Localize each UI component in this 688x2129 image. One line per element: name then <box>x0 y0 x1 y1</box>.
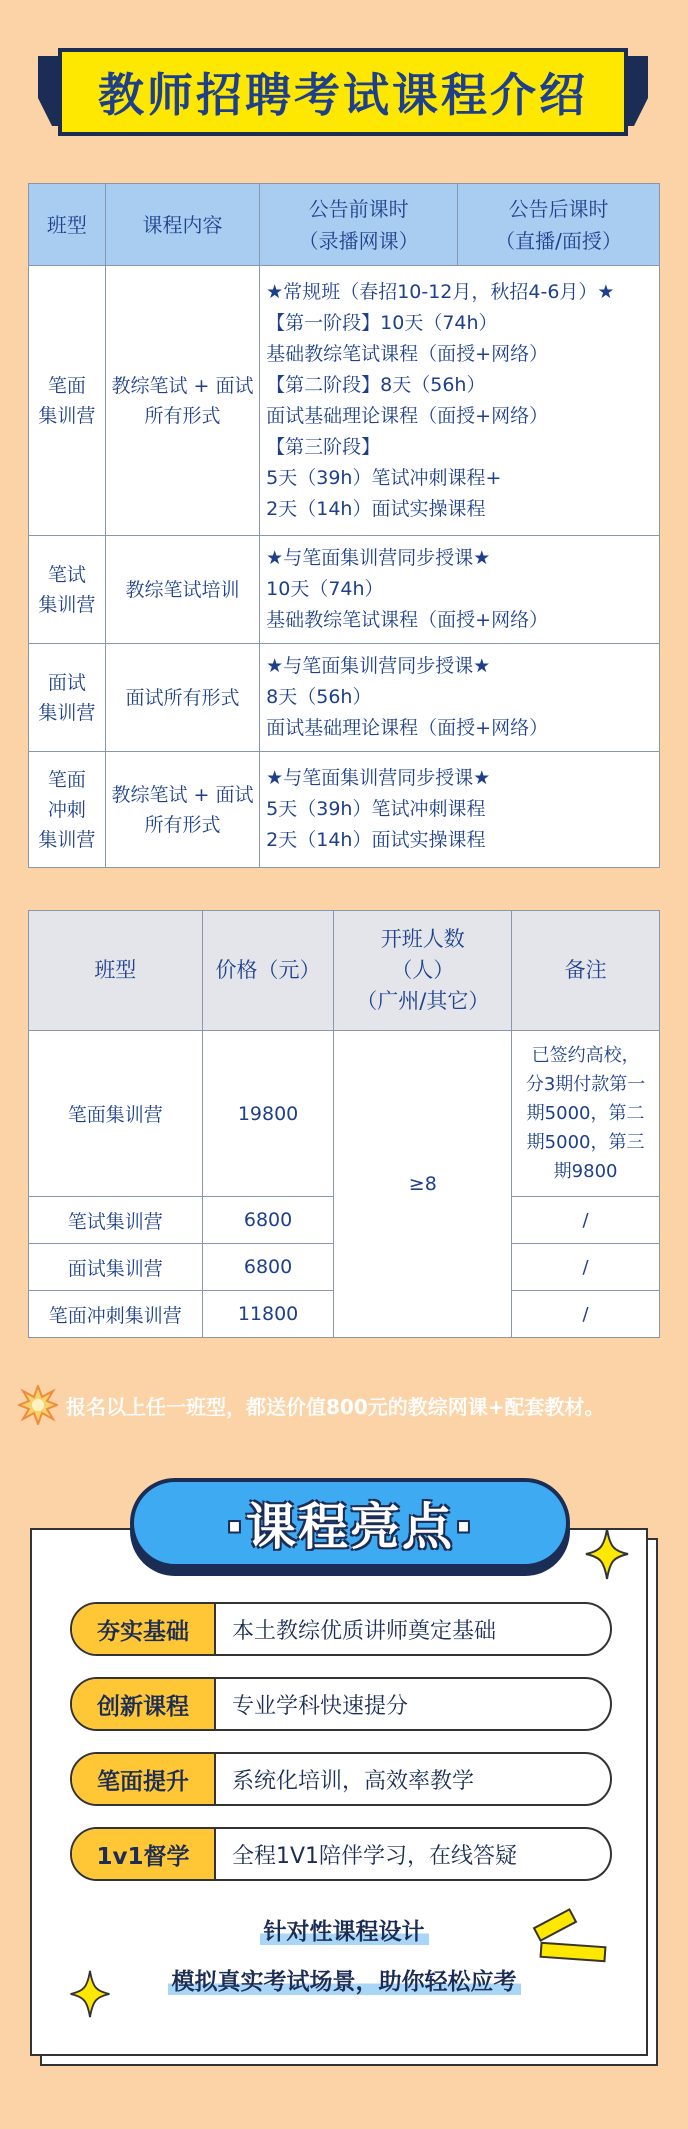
note-cell: 已签约高校， 分3期付款第一 期5000，第二 期5000，第三 期9800 <box>512 1031 660 1197</box>
schedule-line: 【第三阶段】 <box>266 435 381 458</box>
schedule-line: 【第一阶段】10天（74h） <box>266 311 498 334</box>
highlight-desc: 全程1V1陪伴学习，在线答疑 <box>232 1843 518 1869</box>
highlight-item <box>70 1752 612 1806</box>
sparkle-star-icon <box>584 1527 630 1581</box>
table-row <box>29 644 660 752</box>
highlight-tag: 创新课程 <box>72 1679 216 1729</box>
class-cell: 笔面冲刺集训营 <box>29 1291 203 1338</box>
schedule-line: ★与笔面集训营同步授课★ <box>266 547 491 569</box>
highlight-item <box>70 1827 612 1881</box>
header-price: 价格（元） <box>202 911 334 1031</box>
header-class: 班型 <box>29 911 203 1031</box>
highlight-desc: 系统化培训，高效率教学 <box>232 1768 475 1794</box>
schedule-cell <box>260 644 660 752</box>
highlight-item <box>70 1677 612 1731</box>
highlight-tag: 夯实基础 <box>72 1604 216 1654</box>
class-cell: 笔面 集训营 <box>29 266 106 536</box>
header-before: 公告前课时 （录播网课） <box>260 184 458 266</box>
price-table <box>28 910 660 1338</box>
note-cell: / <box>512 1244 660 1291</box>
highlights-title-text: ·课程亮点· <box>225 1498 475 1556</box>
page-title: 教师招聘考试课程介绍 <box>98 68 588 122</box>
subtitle-1: 针对性课程设计 <box>0 1913 688 1946</box>
header-note: 备注 <box>512 911 660 1031</box>
course-schedule-table <box>28 183 660 868</box>
table-row <box>29 536 660 644</box>
header-content: 课程内容 <box>105 184 259 266</box>
schedule-line: 2天（14h）面试实操课程 <box>266 829 486 851</box>
header-group-size: 开班人数 （人） （广州/其它） <box>334 911 512 1031</box>
price-cell: 11800 <box>202 1291 334 1338</box>
price-cell: 6800 <box>202 1244 334 1291</box>
class-cell: 笔面集训营 <box>29 1031 203 1197</box>
schedule-line: 5天（39h）笔试冲刺课程 <box>266 798 486 820</box>
highlight-desc: 本土教综优质讲师奠定基础 <box>232 1618 497 1644</box>
schedule-line: 面试基础理论课程（面授+网络） <box>266 404 549 427</box>
content-cell: 教综笔试培训 <box>105 536 259 644</box>
schedule-line: 2天（14h）面试实操课程 <box>266 497 486 520</box>
price-cell: 19800 <box>202 1031 334 1197</box>
highlight-tag: 笔面提升 <box>72 1754 216 1804</box>
schedule-line: 8天（56h） <box>266 686 372 708</box>
gift-line <box>18 1385 605 1425</box>
class-cell: 面试集训营 <box>29 1244 203 1291</box>
content-cell: 教综笔试 + 面试 所有形式 <box>105 266 259 536</box>
highlight-desc: 专业学科快速提分 <box>232 1693 409 1719</box>
schedule-line: ★与笔面集训营同步授课★ <box>266 767 491 789</box>
schedule-line: 【第二阶段】8天（56h） <box>266 373 486 396</box>
schedule-line: 10天（74h） <box>266 578 384 600</box>
table-header-row <box>29 911 660 1031</box>
schedule-cell <box>260 266 660 536</box>
schedule-line: 基础教综笔试课程（面授+网络） <box>266 342 549 365</box>
schedule-line: 面试基础理论课程（面授+网络） <box>266 717 549 739</box>
class-cell: 笔试 集训营 <box>29 536 106 644</box>
title-box <box>58 48 628 136</box>
class-cell: 面试 集训营 <box>29 644 106 752</box>
schedule-line: 基础教综笔试课程（面授+网络） <box>266 609 549 631</box>
class-cell: 笔试集训营 <box>29 1197 203 1244</box>
table-row <box>29 752 660 868</box>
table-row <box>29 1031 660 1197</box>
burst-icon <box>18 1385 58 1425</box>
gift-text: 报名以上任一班型，都送价值800元的教综网课+配套教材。 <box>66 1394 605 1419</box>
note-cell: / <box>512 1197 660 1244</box>
schedule-line: ★与笔面集训营同步授课★ <box>266 655 491 677</box>
header-after: 公告后课时 （直播/面授） <box>458 184 660 266</box>
table-header-row <box>29 184 660 266</box>
note-cell: / <box>512 1291 660 1338</box>
subtitle-2: 模拟真实考试场景，助你轻松应考 <box>0 1963 688 1996</box>
price-cell: 6800 <box>202 1197 334 1244</box>
group-size-cell: ≥8 <box>334 1031 512 1338</box>
schedule-cell <box>260 536 660 644</box>
highlight-item <box>70 1602 612 1656</box>
table-row <box>29 266 660 536</box>
schedule-line: ★常规班（春招10-12月，秋招4-6月）★ <box>266 280 615 303</box>
title-banner <box>38 48 648 144</box>
schedule-cell <box>260 752 660 868</box>
content-cell: 教综笔试 + 面试 所有形式 <box>105 752 259 868</box>
highlights-title <box>130 1478 570 1568</box>
content-cell: 面试所有形式 <box>105 644 259 752</box>
schedule-line: 5天（39h）笔试冲刺课程+ <box>266 466 502 489</box>
header-class: 班型 <box>29 184 106 266</box>
class-cell: 笔面 冲刺 集训营 <box>29 752 106 868</box>
highlight-tag: 1v1督学 <box>72 1829 216 1879</box>
